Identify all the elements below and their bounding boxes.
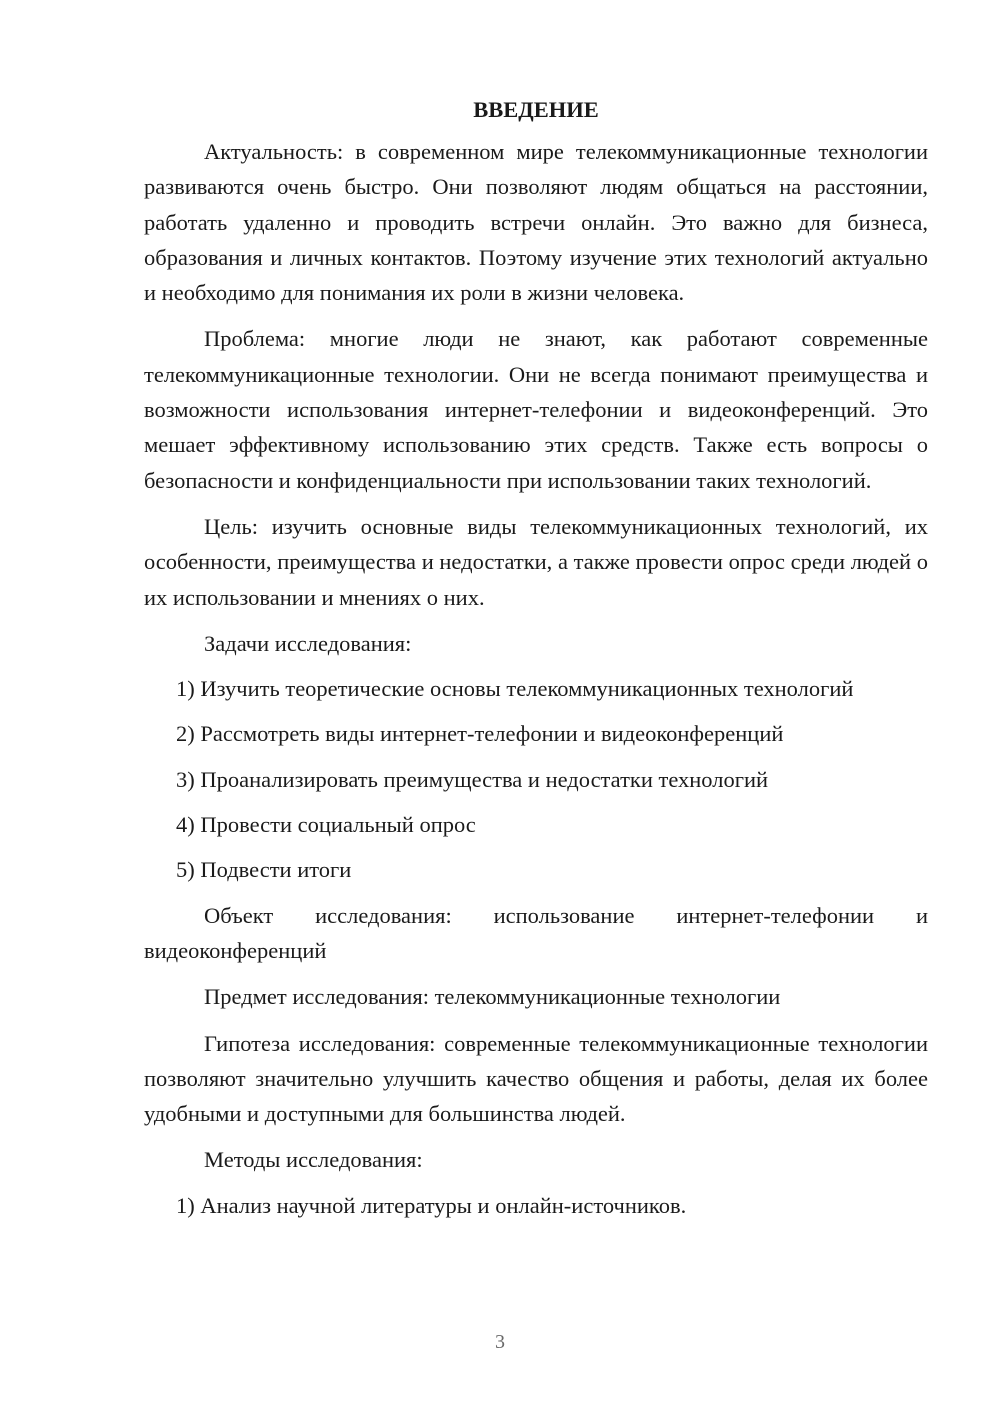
task-item: 2) Рассмотреть виды интернет-телефонии и видеоконференций <box>176 721 784 747</box>
object-paragraph: Объект исследования: использование интернет-телефонии и видеоконференций <box>144 902 928 963</box>
problem-paragraph: Проблема: многие люди не знают, как работают современные телекоммуникационные технологии. Они не всегда понимают преимущества и возможности использования интернет-телефонии и видеоконференций. Это мешает эффективному использованию этих средств. Также есть вопросы о безопасности и конфиденциальности при использовании таких технологий. <box>144 326 928 493</box>
page-number: 3 <box>495 1331 505 1353</box>
tasks-list <box>144 671 928 887</box>
methods-list <box>144 1188 928 1223</box>
hypothesis-paragraph: Гипотеза исследования: современные телекоммуникационные технологии позволяют значительно улучшить качество общения и работы, делая их более удобными и доступными для большинства людей. <box>144 1030 928 1127</box>
goal-paragraph: Цель: изучить основные виды телекоммуникационных технологий, их особенности, преимущества и недостатки, а также провести опрос среди людей о их использовании и мнениях о них. <box>144 513 928 610</box>
task-item: 3) Проанализировать преимущества и недостатки технологий <box>176 766 769 792</box>
subject-paragraph: Предмет исследования: телекоммуникационные технологии <box>204 984 781 1010</box>
method-item: 1) Анализ научной литературы и онлайн-источников. <box>176 1192 687 1218</box>
relevance-paragraph: Актуальность: в современном мире телекоммуникационные технологии развиваются очень быстро. Они позволяют людям общаться на расстоянии, работать удаленно и проводить встречи онлайн. Это важно для бизнеса, образования и личных контактов. Поэтому изучение этих технологий актуально и необходимо для понимания их роли в жизни человека. <box>144 139 928 306</box>
task-item: 4) Провести социальный опрос <box>176 812 476 838</box>
task-item: 5) Подвести итоги <box>176 857 352 883</box>
page-title: ВВЕДЕНИЕ <box>473 97 599 122</box>
page-content <box>144 92 928 1233</box>
tasks-heading: Задачи исследования: <box>204 630 412 656</box>
task-item: 1) Изучить теоретические основы телекоммуникационных технологий <box>176 676 854 702</box>
methods-heading: Методы исследования: <box>204 1147 423 1173</box>
